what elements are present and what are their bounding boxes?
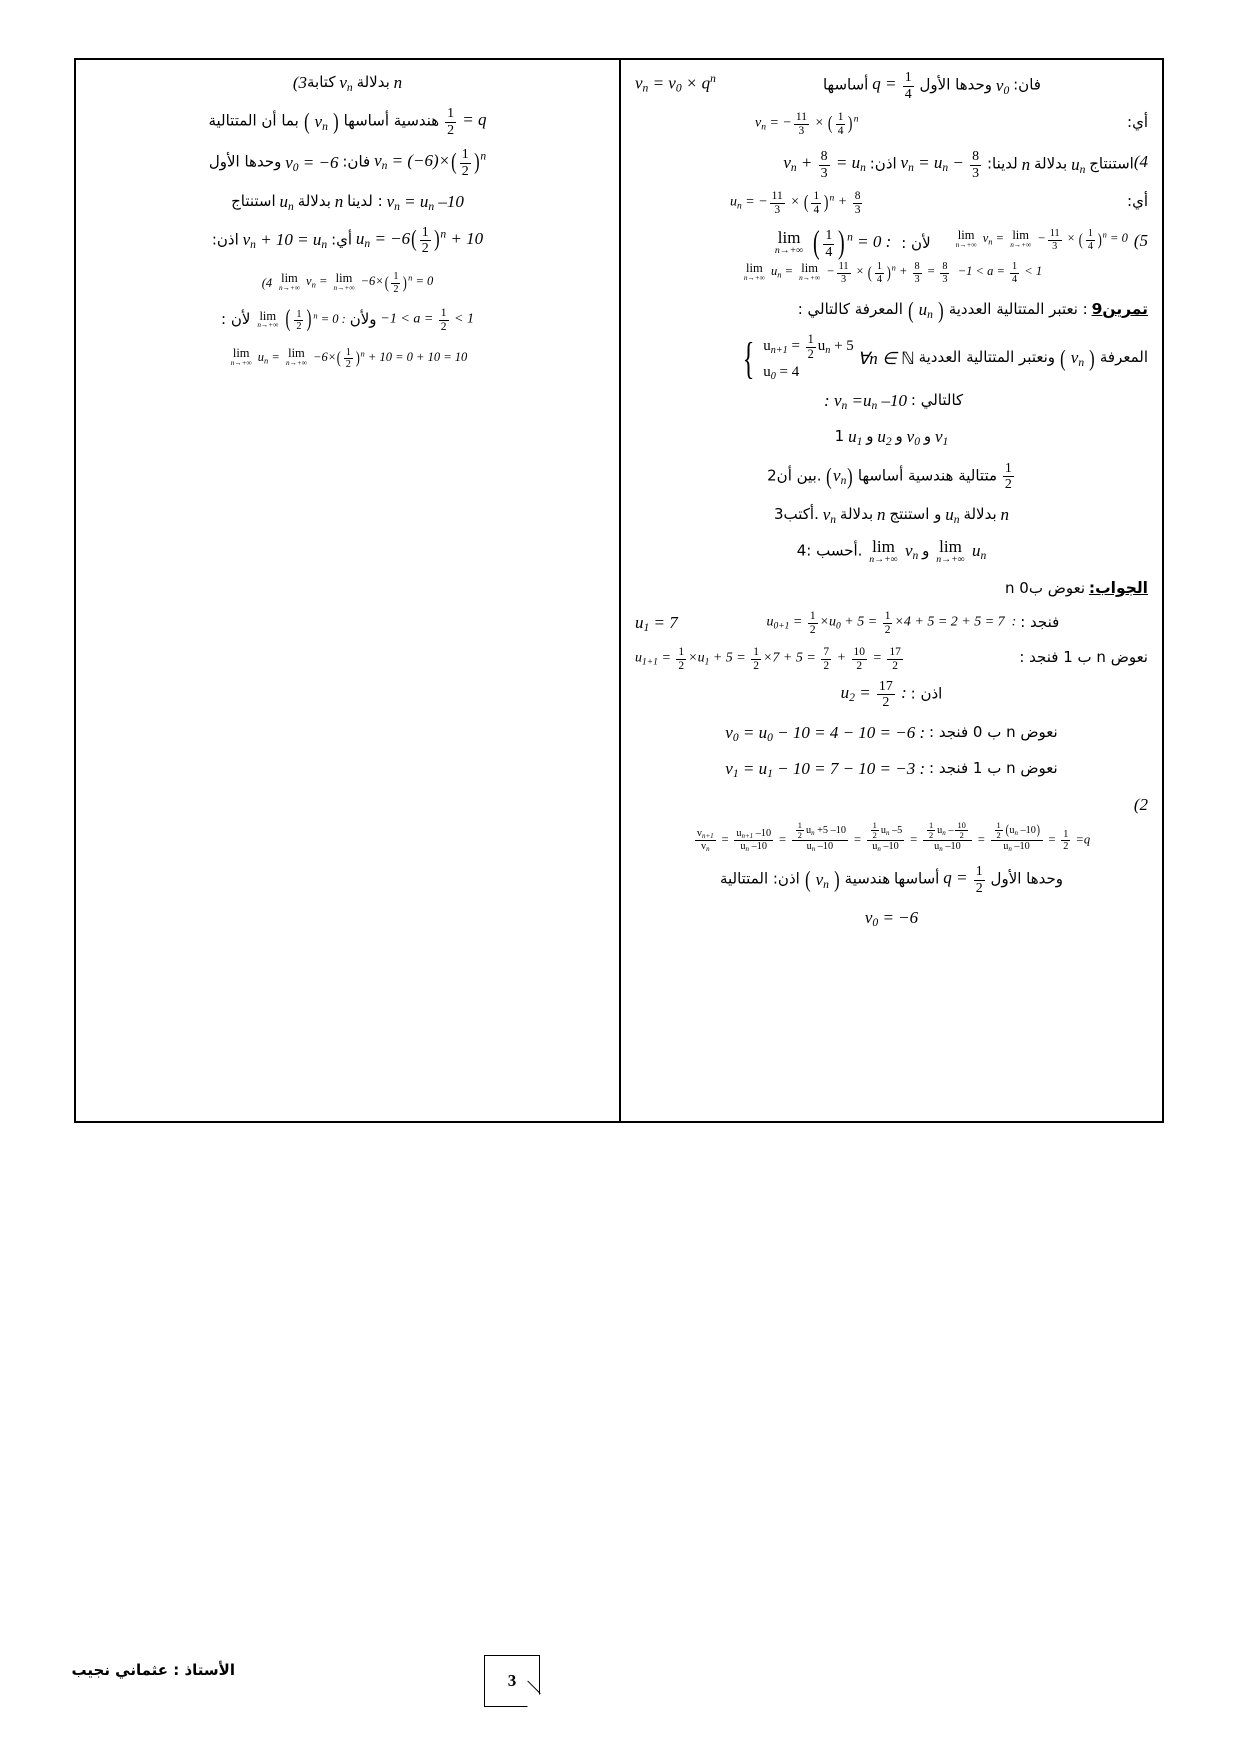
math-vn-minus: $v_n = u_n$ − $\frac{8}{3}$ — [900, 149, 980, 181]
math-v1-calc: $v_1 = u_1 - 10 = 7 - 10 = -3$ : — [725, 759, 926, 781]
text-geom-ratio-left: هندسية أساسها — [343, 111, 440, 130]
label-q5: (5 — [1133, 231, 1148, 251]
answer-ratio — [635, 821, 1148, 855]
text-terms-left: بدلالة — [356, 73, 390, 92]
answer-q2-label — [635, 792, 1148, 818]
vn-definition-line — [635, 388, 1148, 415]
text-and-2: و — [895, 427, 903, 446]
right-line-4 — [635, 190, 1148, 217]
text-writing: كتابة — [307, 73, 336, 92]
text-first-term: وحدها الأول — [919, 75, 993, 94]
label-q2-num: 2 — [767, 466, 777, 485]
right-line-3 — [635, 149, 1148, 181]
math-vn-expr-left: $v_n = (-6)\times$( $\frac{1}{2}$ )$^n$ — [374, 147, 487, 179]
left-line-4 — [90, 189, 605, 216]
math-q-quarter: q = $\frac{1}{4}$ — [872, 70, 912, 102]
text-we-find-1: فنجد : — [1020, 612, 1060, 631]
math-u1-calc: $u_{0+1}$ = $\frac{1}{2}$ $\times u_0 + 5$ = $\frac{1}{2}$ ×4 + 5 = 2 + 5 = 7 : — [766, 610, 1017, 636]
math-vn-geom: $v_n = v_0 \times q^n$ — [635, 72, 716, 95]
text-deduce: استنتاج — [1089, 154, 1134, 173]
answer-title-line — [635, 576, 1148, 601]
left-line-5 — [90, 225, 605, 257]
content-frame — [74, 58, 1164, 1123]
teacher-name: الأستاذ : عثماني نجيب — [71, 1661, 235, 1679]
math-n-left-2: n — [334, 192, 344, 211]
math-lim-half-left: lim n→+∞ ( $\frac{1}{2}$ ) $^n$ = 0 : — [257, 306, 346, 333]
corner-fold-icon — [527, 1694, 540, 1707]
text-geometric: هندسية — [844, 869, 891, 888]
math-u1: $u_1$ — [848, 427, 863, 449]
page-footer — [0, 1655, 1240, 1715]
answer-v0 — [635, 720, 1148, 747]
answer-title: الجواب: — [1088, 579, 1148, 597]
text-write: .أكتب — [783, 504, 819, 523]
left-line-7 — [90, 307, 605, 334]
math-vn-plus: $v_n$ + $\frac{8}{3}$ = $u_n$ — [783, 149, 866, 181]
text-ay-left: أي: — [331, 230, 353, 249]
label-q4-num: 4 — [796, 541, 807, 560]
text-and-q4: و — [922, 541, 930, 560]
text-then-left: اذن: — [211, 230, 239, 249]
answer-u2 — [635, 646, 1148, 670]
math-vn-seq: ( $v_n$ ) — [1059, 345, 1095, 371]
answer-subtitle: نعوض بn 0 — [1005, 579, 1086, 597]
text-deduce-q3: و استنتج — [889, 504, 942, 523]
math-lim-quarter: lim n→+∞ ( $\frac{1}{4}$ ) $^n$ = 0 : — [774, 224, 892, 261]
text-terms-a: بدلالة — [839, 504, 874, 523]
text-terms-b: بدلالة — [963, 504, 997, 523]
text-defined-as: المعرفة كالتالي : — [797, 300, 903, 319]
math-un-a: $u_n$ — [1071, 154, 1086, 176]
text-and-consider: ونعتبر المتتالية العددية — [918, 348, 1055, 367]
text-and-3: و — [866, 427, 874, 446]
label-q3-num: 3 — [773, 504, 784, 523]
math-lim-vn-left: lim n→+∞ $v_n$ = lim n→+∞ −6×( $\frac{1}{2}$ )$^n$ = 0 — [278, 271, 434, 295]
math-q-half: q = $\frac{1}{2}$ — [943, 864, 983, 896]
text-fan-left: فان: — [342, 153, 371, 172]
math-a-range-left: −1 < a = $\frac{1}{2}$ < 1 — [380, 307, 474, 334]
math-v0: $v_0$ — [995, 75, 1010, 97]
exercise-title: تمرين9 — [1091, 300, 1148, 319]
answer-v1 — [635, 756, 1148, 783]
math-vn-plus10-left: $v_n + 10 = u_n$ — [242, 230, 328, 252]
text-ratio: أساسها — [822, 75, 869, 94]
math-v1: $v_1$ — [934, 427, 949, 449]
answer-u2-result — [635, 679, 1148, 711]
text-and-1: و — [923, 427, 932, 446]
math-vn-left: $v_n$ — [339, 73, 353, 95]
math-lim-un-q4: lim n→+∞ $u_n$ — [936, 537, 987, 566]
math-vn-explicit: $v_n$ = − $\frac{11}{3}$ × ( $\frac{1}{4}$ )$^n$ — [755, 111, 859, 138]
text-we-have-left: : لدينا — [347, 191, 383, 210]
left-line-3 — [90, 147, 605, 179]
text-geom-ratio: متتالية هندسية أساسها — [857, 466, 998, 485]
left-column — [76, 60, 619, 1121]
math-system: { $u_{n+1}$ = $\frac{1}{2}$ $u_n + 5$ $u_0 = 4$ — [742, 332, 854, 383]
math-u2: $u_2$ — [877, 427, 892, 449]
exercise-title-line — [635, 297, 1148, 324]
math-n-a: n — [1021, 155, 1031, 175]
text-deduce-left: استنتاج — [231, 191, 276, 210]
math-lim-vn: lim n→+∞ $v_n$ = lim n→+∞ − $\frac{11}{3}$ × ( $\frac{1}{4}$ )$^n$ = 0 — [955, 228, 1128, 252]
answer-u1 — [635, 610, 1148, 637]
text-since-seq: بما أن المتتالية — [208, 111, 299, 130]
text-because-left: لأن : — [221, 310, 251, 329]
text-and-because: ولأن — [349, 310, 377, 329]
system-line — [635, 333, 1148, 384]
math-u1-result: $u_1 = 7$ — [635, 613, 678, 635]
math-ratio-calc: $\frac{v_{n+1}}{v_n}$ = $\frac{u_{n+1} -10}{u_n -10}$ = $\frac{1}{2}$ $u_n +5$ –10 $u_n$ –10 = $\frac{1}{2}$ $u_n$ –5 $u_n$ –10 = $\frac{1}{2}$ $u_n$ – $\frac{10}{2}$ $u_n$ –10 = $\frac{1}{2}$ ($u_n$ –10) $u_n$ –10 = $\frac{1}{2}$ =q — [696, 820, 1091, 854]
left-line-2 — [90, 106, 605, 138]
math-n-q3a: n — [877, 505, 886, 525]
text-first-term-2: وحدها الأول — [990, 869, 1064, 888]
math-u2-calc: $u_{1+1}$ = $\frac{1}{2}$ $\times u_1 + 5$ = $\frac{1}{2}$ ×7 + 5 = $\frac{7}{2}$ + $\frac{10}{2}$ = $\frac{17}{2}$ — [635, 645, 901, 672]
text-show-that: .بين أن — [776, 466, 822, 485]
right-line-1 — [635, 70, 1148, 102]
label-q1-num: 1 — [834, 427, 845, 446]
math-n-left: n — [393, 73, 403, 93]
right-line-2 — [635, 111, 1148, 138]
text-terms-left-2: بدلالة — [297, 191, 331, 210]
text-because-1: لأن : — [901, 234, 931, 253]
math-v0-q: $v_0$ — [906, 427, 920, 449]
math-vn-un-left: $v_n = u_n$ –10 — [386, 191, 464, 213]
text-compute-q4: .أحسب : — [806, 541, 863, 560]
label-left-q3: (3 — [292, 73, 308, 93]
text-fan: فان: — [1013, 75, 1041, 94]
label-a2: (2 — [1133, 795, 1148, 815]
text-then-seq: اذن: المتتالية — [719, 869, 800, 888]
math-forall-n: ∀n ∈ ℕ — [857, 348, 915, 368]
page-number-badge — [484, 1655, 540, 1707]
text-ay-1: أي: — [1127, 113, 1148, 132]
text-then: اذن: — [869, 154, 897, 173]
left-line-6 — [90, 271, 605, 295]
math-q-half-left: $\frac{1}{2}$ = q — [447, 106, 487, 138]
text-first-term-left: وحدها الأول — [208, 153, 282, 172]
math-vn-def: : $v_n =u_n$ –10 — [819, 391, 908, 413]
text-consider-seq: : نعتبر المتتالية العددية — [948, 300, 1088, 319]
text-we-find-4: نعوض n ب 1 فنجد : — [929, 759, 1058, 778]
math-u2-result: $u_2$ = $\frac{17}{2}$ : — [840, 678, 907, 711]
text-then-2: اذن : — [910, 684, 943, 703]
question-3 — [635, 502, 1148, 529]
math-un-q3: $u_n$ — [945, 504, 960, 527]
math-un-expr-left: $u_n = -6$( $\frac{1}{2}$ )$^n$ + 10 — [355, 224, 484, 257]
question-1 — [635, 424, 1148, 451]
text-in-terms-of: بدلالة — [1034, 154, 1068, 173]
math-v0-calc: $v_0 = u_0 - 10 = 4 - 10 = -6$ : — [725, 722, 926, 745]
math-vn-seq-concl: ( $v_n$ ) — [804, 867, 840, 893]
text-ratio-2: أساسها — [893, 869, 940, 888]
math-v0-left: $v_0 = -6$ — [285, 152, 339, 175]
corner-fold-line-icon — [527, 1681, 540, 1694]
math-lim-vn-q4: lim n→+∞ $v_n$ — [869, 537, 919, 566]
question-4 — [635, 538, 1148, 566]
text-we-find-3: نعوض n ب 0 فنجد : — [929, 723, 1058, 742]
left-line-1 — [90, 70, 605, 97]
label-q4: (4 — [1133, 152, 1148, 172]
math-vn-seq-left: ( $v_n$ ) — [303, 109, 339, 135]
text-defined: المعرفة — [1099, 348, 1148, 367]
math-vn-q3: $v_n$ — [822, 504, 837, 527]
math-vn-seq-q2: $(v_n)$ — [826, 463, 853, 489]
text-as-follows: كالتالي : — [910, 391, 964, 410]
left-line-8 — [90, 346, 605, 370]
math-un-explicit: $u_n$ = − $\frac{11}{3}$ × ( $\frac{1}{4}$ )$^n$ + $\frac{8}{3}$ — [730, 190, 861, 217]
right-line-6 — [635, 261, 1148, 285]
page-number: 3 — [507, 1671, 517, 1690]
question-2 — [635, 461, 1148, 493]
math-v0-final: $v_0 = -6$ — [864, 908, 919, 930]
math-lim-un: lim n→+∞ $u_n$ = lim n→+∞ − $\frac{11}{3}$ × ( $\frac{1}{4}$ )$^n$ + $\frac{8}{3}$ = $\frac{8}{3}$ −1 < a = $\frac{1}{4}$ < 1 — [743, 261, 1043, 285]
answer-conclusion — [635, 864, 1148, 896]
math-n-q3b: n — [1000, 505, 1010, 525]
text-ay-2: أي: — [1127, 192, 1148, 211]
text-we-have: لدينا: — [986, 154, 1018, 173]
right-column — [619, 60, 1162, 1121]
math-half-q2: $\frac{1}{2}$ — [1004, 460, 1012, 493]
math-un-left: $u_n$ — [279, 191, 294, 213]
label-left-q4: (4 — [261, 275, 273, 290]
math-lim-un-left: lim n→+∞ $u_n$ = lim n→+∞ −6×( $\frac{1}{2}$ )$^n$ + 10 = 0 + 10 = 10 — [230, 346, 468, 371]
answer-v0-final — [635, 905, 1148, 932]
math-un-seq: ( $u_n$ ) — [907, 297, 944, 323]
text-we-find-2: نعوض n ب 1 فنجد : — [1019, 647, 1148, 666]
